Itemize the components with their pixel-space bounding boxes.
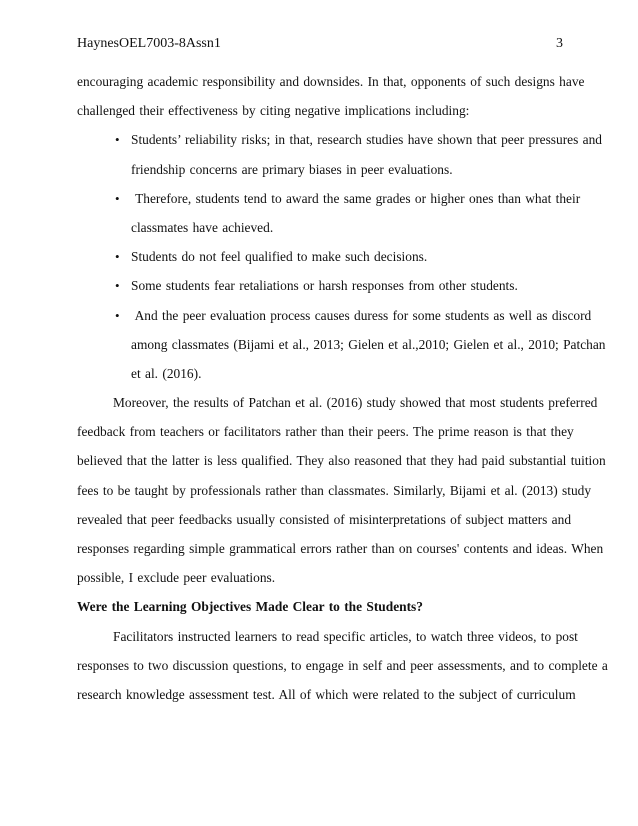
text-line: friendship concerns are primary biases in peer evaluations.	[131, 161, 453, 177]
text-line: responses to two discussion questions, to engage in self and peer assessments, and to complete a	[77, 657, 608, 673]
text-line: Students’ reliability risks; in that, research studies have shown that peer pressures and	[131, 132, 603, 148]
text-line: Moreover, the results of Patchan et al. (2016) study showed that most students preferred	[113, 395, 598, 411]
section-heading: Were the Learning Objectives Made Clear to the Students?	[77, 599, 423, 615]
objectives-paragraph	[77, 628, 608, 716]
intro-paragraph	[77, 73, 585, 131]
text-line: among classmates (Bijami et al., 2013; Gielen et al.,2010; Gielen et al., 2010; Patchan	[131, 336, 606, 352]
list-item	[77, 131, 603, 189]
bullet-icon: •	[115, 132, 120, 148]
bullet-icon: •	[115, 278, 120, 294]
text-line: Students do not feel qualified to make such decisions.	[131, 249, 428, 265]
text-line: possible, I exclude peer evaluations.	[77, 570, 276, 586]
text-line: challenged their effectiveness by citing negative implications including:	[77, 103, 470, 119]
text-line: feedback from teachers or facilitators rather than their peers. The prime reason is that they	[77, 424, 574, 440]
list-item	[77, 190, 581, 248]
text-line: Therefore, students tend to award the same grades or higher ones than what their	[131, 190, 581, 206]
list-item	[77, 248, 563, 277]
text-line: Facilitators instructed learners to read specific articles, to watch three videos, to post	[113, 628, 578, 644]
list-item	[77, 277, 563, 306]
bullet-icon: •	[115, 190, 120, 206]
text-line: encouraging academic responsibility and downsides. In that, opponents of such designs have	[77, 74, 585, 89]
text-line: believed that the latter is less qualified. They also reasoned that they had paid substantial tuition	[77, 453, 606, 469]
bullet-icon: •	[115, 307, 120, 323]
text-line: classmates have achieved.	[131, 219, 274, 235]
text-line: And the peer evaluation process causes duress for some students as well as discord	[131, 307, 592, 323]
page-number: 3	[556, 36, 563, 51]
text-line: fees to be taught by professionals rather than classmates. Similarly, Bijami et al. (2013) study	[77, 482, 592, 498]
implications-list	[77, 131, 606, 394]
text-line: revealed that peer feedbacks usually consisted of misinterpretations of subject matters and	[77, 511, 572, 527]
bullet-icon: •	[115, 249, 120, 265]
running-head: HaynesOEL7003-8Assn1	[77, 36, 221, 51]
text-line: et al. (2016).	[131, 365, 202, 381]
text-line: research knowledge assessment test. All of which were related to the subject of curriculum	[77, 686, 576, 702]
document-body	[77, 73, 608, 715]
results-paragraph	[77, 394, 606, 598]
list-item	[77, 307, 606, 395]
text-line: responses regarding simple grammatical errors rather than on courses' contents and ideas. When	[77, 541, 604, 556]
page-header	[77, 36, 563, 54]
text-line: Some students fear retaliations or harsh responses from other students.	[131, 278, 518, 294]
